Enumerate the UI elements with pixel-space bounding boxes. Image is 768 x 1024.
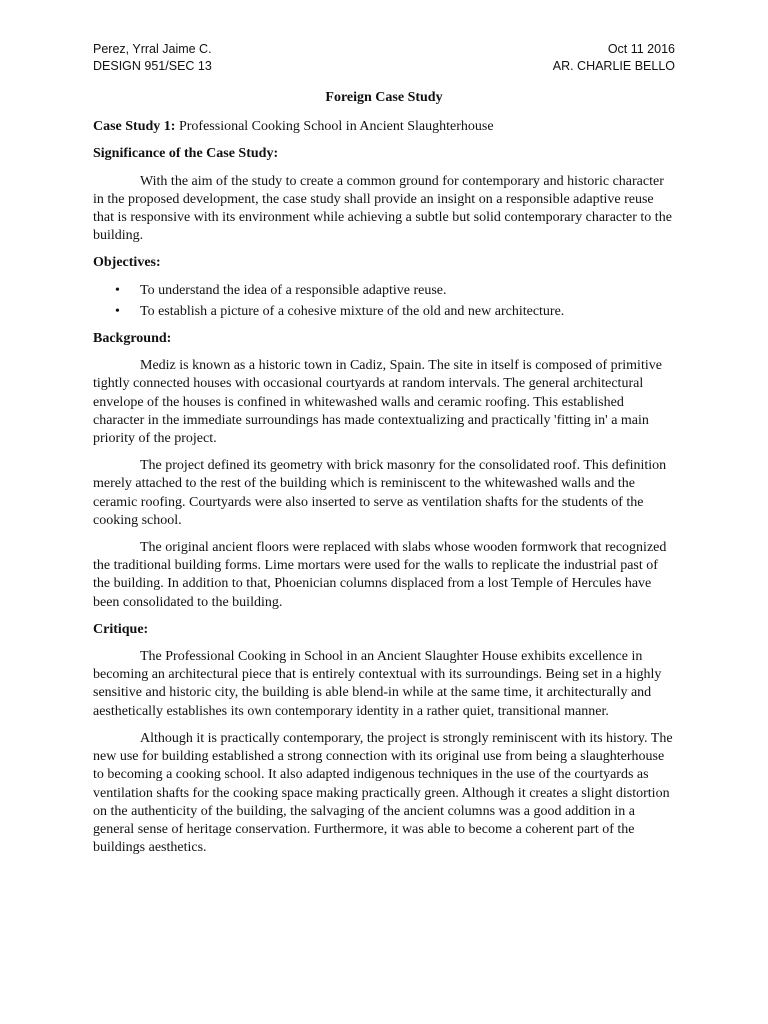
- document-title: Foreign Case Study: [325, 90, 443, 105]
- significance-paragraph: With the aim of the study to create a common ground for contemporary and historic character in the proposed development, the case study shall provide an insight on a responsible adaptive reuse that is responsive with its environment while achieving a subtle but solid contemporary character to the building.: [93, 173, 672, 244]
- document-date: Oct 11 2016: [607, 42, 675, 56]
- page-header: [93, 41, 675, 75]
- background-heading: Background:: [93, 331, 172, 347]
- document-body: [93, 89, 675, 866]
- objectives-heading: Objectives:: [93, 255, 161, 271]
- header-row-2: [93, 58, 675, 75]
- critique-paragraph: Although it is practically contemporary, the project is strongly reminiscent with its history. The new use for building established a strong connection with its original use from being a slaughterhouse to becoming a cooking school. It also adapted indigenous techniques in the use of the courtyards as ventilation shafts for the cooking space making practically green. Although it creates a slight distortion on the authenticity of the building, the salvaging of the ancient columns was a good addition in a general sense of heritage conservation. Furthermore, it was able to become a coherent part of the buildings aesthetics.: [93, 730, 673, 856]
- background-paragraph: The original ancient floors were replaced with slabs whose wooden formwork that recognized the traditional building forms. Lime mortars were used for the walls to replicate the industrial past of the building. In addition to that, Phoenician columns displaced from a lost Temple of Hercules have been consolidated to the building.: [93, 540, 667, 610]
- bullet-glyph: •: [115, 282, 120, 298]
- significance-heading: Significance of the Case Study:: [93, 146, 279, 162]
- case-study-name: Professional Cooking School in Ancient Slaughterhouse: [178, 119, 494, 135]
- objectives-list: [93, 282, 675, 321]
- background-paragraph: The project defined its geometry with brick masonry for the consolidated roof. This definition merely attached to the rest of the building which is reminiscent to the whitewashed walls and the ceramic roofing. Courtyards were also inserted to serve as ventilation shafts for the students of the cooking school.: [93, 458, 667, 528]
- objective-text: To establish a picture of a cohesive mixture of the old and new architecture.: [140, 303, 565, 319]
- list-item: [93, 282, 675, 300]
- critique-heading: Critique:: [93, 621, 149, 637]
- objective-text: To understand the idea of a responsible adaptive reuse.: [140, 282, 447, 298]
- instructor-name: AR. CHARLIE BELLO: [552, 59, 675, 73]
- course-section: DESIGN 951/SEC 13: [93, 59, 212, 73]
- case-study-label: Case Study 1:: [93, 119, 176, 135]
- bullet-glyph: •: [115, 303, 120, 319]
- header-row-1: [93, 41, 675, 58]
- case-study-line: [93, 118, 675, 136]
- author-name: Perez, Yrral Jaime C.: [93, 42, 212, 56]
- critique-paragraph: The Professional Cooking in School in an Ancient Slaughter House exhibits excellence in becoming an architectural piece that is entirely contextual with its surroundings. Being set in a highly sensitive and historic city, the building is able blend-in while at the same time, it architecturally and aesthetically establishes its own contemporary identity in a rather quiet, transitional manner.: [93, 649, 662, 719]
- list-item: [93, 303, 675, 321]
- background-paragraph: Mediz is known as a historic town in Cadiz, Spain. The site in itself is composed of primitive tightly connected houses with occasional courtyards at random intervals. The general architectural envelope of the houses is confined in whitewashed walls and ceramic roofing. This established character in the immediate surroundings has made contextualizing and practically 'fitting in' a main priority of the project.: [93, 358, 662, 447]
